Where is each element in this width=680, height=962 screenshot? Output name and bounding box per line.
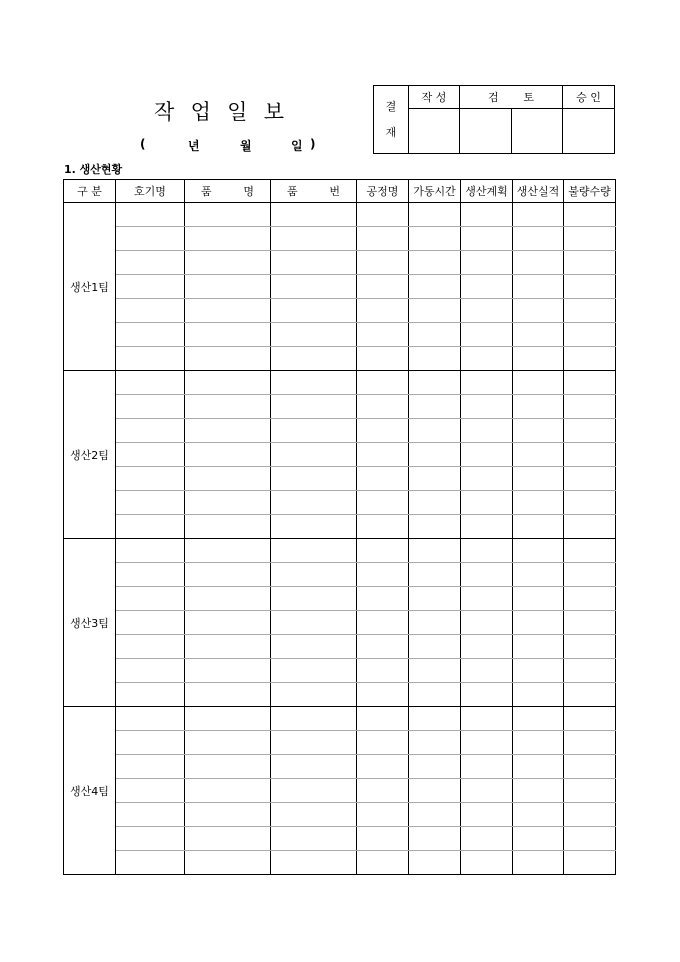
table-cell[interactable]	[461, 539, 513, 563]
table-cell[interactable]	[116, 707, 185, 731]
approval-review-char-1: 검	[488, 91, 499, 104]
table-row	[64, 851, 616, 875]
table-cell[interactable]	[116, 203, 185, 227]
table-cell[interactable]	[564, 827, 616, 851]
table-cell[interactable]	[513, 851, 564, 875]
table-cell[interactable]	[513, 251, 564, 275]
approval-header-review	[460, 86, 563, 109]
table-cell[interactable]	[564, 491, 616, 515]
table-cell[interactable]	[185, 395, 271, 419]
table-cell[interactable]	[564, 803, 616, 827]
table-row	[64, 755, 616, 779]
table-row	[64, 563, 616, 587]
table-row	[64, 683, 616, 707]
table-cell[interactable]	[513, 755, 564, 779]
table-cell[interactable]	[409, 251, 461, 275]
table-row	[64, 539, 616, 563]
table-cell[interactable]	[185, 371, 271, 395]
team-label: 생산1팀	[64, 203, 116, 371]
table-cell[interactable]	[271, 395, 357, 419]
table-cell[interactable]	[357, 227, 409, 251]
table-cell[interactable]	[116, 683, 185, 707]
table-cell[interactable]	[461, 419, 513, 443]
table-cell[interactable]	[185, 635, 271, 659]
table-cell[interactable]	[185, 851, 271, 875]
table-cell[interactable]	[461, 227, 513, 251]
table-cell[interactable]	[513, 587, 564, 611]
table-header-row	[64, 180, 616, 203]
table-cell[interactable]	[564, 779, 616, 803]
table-cell[interactable]	[271, 371, 357, 395]
table-cell[interactable]	[185, 275, 271, 299]
table-cell[interactable]	[409, 395, 461, 419]
table-cell[interactable]	[564, 587, 616, 611]
table-cell[interactable]	[409, 491, 461, 515]
date-open-paren: (	[140, 137, 146, 151]
table-row	[64, 395, 616, 419]
page-title	[154, 96, 284, 126]
table-cell[interactable]	[461, 731, 513, 755]
table-row	[64, 203, 616, 227]
table-cell[interactable]	[185, 707, 271, 731]
table-cell[interactable]	[564, 419, 616, 443]
table-cell[interactable]	[271, 323, 357, 347]
table-row	[64, 803, 616, 827]
table-cell[interactable]	[461, 515, 513, 539]
table-cell[interactable]	[513, 539, 564, 563]
table-cell[interactable]	[116, 515, 185, 539]
table-cell[interactable]	[409, 323, 461, 347]
table-cell[interactable]	[409, 515, 461, 539]
table-cell[interactable]	[513, 683, 564, 707]
table-cell[interactable]	[513, 467, 564, 491]
table-cell[interactable]	[185, 755, 271, 779]
table-cell[interactable]	[185, 731, 271, 755]
table-cell[interactable]	[357, 371, 409, 395]
table-cell[interactable]	[357, 707, 409, 731]
table-cell[interactable]	[461, 611, 513, 635]
date-day-label: 일	[291, 139, 303, 153]
table-cell[interactable]	[116, 227, 185, 251]
table-cell[interactable]	[461, 803, 513, 827]
table-cell[interactable]	[513, 803, 564, 827]
table-cell[interactable]	[357, 755, 409, 779]
table-cell[interactable]	[564, 539, 616, 563]
production-table	[63, 179, 616, 875]
table-cell[interactable]	[564, 299, 616, 323]
table-cell[interactable]	[513, 515, 564, 539]
title-char: 업	[190, 100, 211, 124]
table-cell[interactable]	[357, 659, 409, 683]
approval-sign-cell[interactable]	[512, 109, 563, 154]
table-row	[64, 299, 616, 323]
table-cell[interactable]	[513, 395, 564, 419]
table-cell[interactable]	[116, 611, 185, 635]
table-cell[interactable]	[185, 443, 271, 467]
team-label: 생산3팀	[64, 539, 116, 707]
table-cell[interactable]	[513, 347, 564, 371]
table-cell[interactable]	[564, 275, 616, 299]
table-cell[interactable]	[116, 419, 185, 443]
table-cell[interactable]	[513, 299, 564, 323]
table-cell[interactable]	[461, 659, 513, 683]
team-label: 생산4팀	[64, 707, 116, 875]
table-cell[interactable]	[116, 299, 185, 323]
table-cell[interactable]	[271, 731, 357, 755]
table-cell[interactable]	[409, 203, 461, 227]
table-cell[interactable]	[271, 419, 357, 443]
table-cell[interactable]	[409, 563, 461, 587]
table-cell[interactable]	[513, 707, 564, 731]
approval-sign-cell[interactable]	[563, 109, 615, 154]
table-cell[interactable]	[461, 347, 513, 371]
table-row	[64, 467, 616, 491]
table-cell[interactable]	[185, 803, 271, 827]
table-cell[interactable]	[116, 779, 185, 803]
table-cell[interactable]	[357, 347, 409, 371]
approval-sign-cell[interactable]	[409, 109, 460, 154]
table-cell[interactable]	[116, 587, 185, 611]
title-char: 작	[154, 100, 175, 124]
approval-side-label	[374, 86, 409, 154]
table-cell[interactable]	[185, 323, 271, 347]
table-cell[interactable]	[116, 851, 185, 875]
table-cell[interactable]	[116, 443, 185, 467]
date-year-label: 년	[188, 139, 200, 153]
table-cell[interactable]	[185, 539, 271, 563]
table-cell[interactable]	[271, 611, 357, 635]
table-cell[interactable]	[357, 731, 409, 755]
column-header: 구 분	[64, 180, 116, 203]
table-cell[interactable]	[513, 419, 564, 443]
table-cell[interactable]	[513, 731, 564, 755]
table-cell[interactable]	[271, 203, 357, 227]
table-cell[interactable]	[564, 611, 616, 635]
team-label: 생산2팀	[64, 371, 116, 539]
table-cell[interactable]	[357, 443, 409, 467]
table-cell[interactable]	[513, 635, 564, 659]
table-cell[interactable]	[357, 611, 409, 635]
table-cell[interactable]	[357, 203, 409, 227]
date-line	[140, 137, 320, 153]
table-cell[interactable]	[409, 443, 461, 467]
table-cell[interactable]	[564, 227, 616, 251]
table-cell[interactable]	[461, 827, 513, 851]
table-cell[interactable]	[357, 299, 409, 323]
table-row	[64, 827, 616, 851]
table-cell[interactable]	[461, 755, 513, 779]
table-cell[interactable]	[185, 779, 271, 803]
table-cell[interactable]	[271, 347, 357, 371]
table-cell[interactable]	[271, 827, 357, 851]
table-cell[interactable]	[461, 635, 513, 659]
table-cell[interactable]	[116, 275, 185, 299]
table-cell[interactable]	[409, 803, 461, 827]
approval-sign-cell[interactable]	[460, 109, 512, 154]
table-cell[interactable]	[461, 491, 513, 515]
table-cell[interactable]	[116, 731, 185, 755]
table-cell[interactable]	[185, 515, 271, 539]
table-cell[interactable]	[461, 203, 513, 227]
table-row	[64, 251, 616, 275]
table-cell[interactable]	[564, 371, 616, 395]
table-row	[64, 323, 616, 347]
table-row	[64, 371, 616, 395]
table-cell[interactable]	[461, 779, 513, 803]
table-cell[interactable]	[513, 491, 564, 515]
table-cell[interactable]	[357, 467, 409, 491]
table-cell[interactable]	[564, 347, 616, 371]
table-cell[interactable]	[461, 323, 513, 347]
table-row	[64, 707, 616, 731]
table-cell[interactable]	[564, 515, 616, 539]
column-header: 품 번	[271, 180, 357, 203]
table-cell[interactable]	[357, 851, 409, 875]
table-cell[interactable]	[409, 683, 461, 707]
table-cell[interactable]	[513, 659, 564, 683]
table-cell[interactable]	[409, 827, 461, 851]
table-cell[interactable]	[357, 827, 409, 851]
table-cell[interactable]	[116, 395, 185, 419]
table-cell[interactable]	[357, 635, 409, 659]
table-cell[interactable]	[185, 827, 271, 851]
column-header: 공정명	[357, 180, 409, 203]
table-cell[interactable]	[564, 251, 616, 275]
table-cell[interactable]	[185, 299, 271, 323]
table-cell[interactable]	[409, 371, 461, 395]
table-row	[64, 227, 616, 251]
table-cell[interactable]	[513, 371, 564, 395]
section-title: 1. 생산현황	[64, 163, 123, 176]
table-cell[interactable]	[461, 395, 513, 419]
column-header: 불량수량	[564, 180, 616, 203]
table-row	[64, 275, 616, 299]
table-cell[interactable]	[185, 467, 271, 491]
table-cell[interactable]	[116, 347, 185, 371]
column-header: 가동시간	[409, 180, 461, 203]
table-cell[interactable]	[116, 563, 185, 587]
date-close-paren: )	[310, 137, 316, 151]
title-char: 보	[263, 100, 284, 124]
table-cell[interactable]	[185, 227, 271, 251]
table-cell[interactable]	[116, 803, 185, 827]
table-row	[64, 443, 616, 467]
approval-side-char: 재	[385, 125, 397, 139]
table-cell[interactable]	[271, 635, 357, 659]
table-cell[interactable]	[116, 755, 185, 779]
table-cell[interactable]	[409, 755, 461, 779]
table-cell[interactable]	[357, 515, 409, 539]
table-cell[interactable]	[271, 299, 357, 323]
table-cell[interactable]	[271, 251, 357, 275]
table-cell[interactable]	[271, 755, 357, 779]
column-header: 호기명	[116, 180, 185, 203]
table-cell[interactable]	[409, 275, 461, 299]
table-cell[interactable]	[357, 587, 409, 611]
table-cell[interactable]	[461, 707, 513, 731]
table-cell[interactable]	[185, 419, 271, 443]
approval-header-author: 작 성	[409, 86, 460, 109]
date-month-label: 월	[240, 139, 252, 153]
table-cell[interactable]	[564, 659, 616, 683]
table-cell[interactable]	[357, 779, 409, 803]
table-cell[interactable]	[461, 275, 513, 299]
table-cell[interactable]	[185, 659, 271, 683]
table-cell[interactable]	[513, 563, 564, 587]
table-cell[interactable]	[409, 467, 461, 491]
table-cell[interactable]	[409, 299, 461, 323]
approval-box	[373, 85, 615, 154]
table-cell[interactable]	[271, 443, 357, 467]
table-cell[interactable]	[564, 683, 616, 707]
table-cell[interactable]	[271, 491, 357, 515]
table-cell[interactable]	[564, 635, 616, 659]
table-cell[interactable]	[461, 851, 513, 875]
table-row	[64, 779, 616, 803]
table-cell[interactable]	[271, 779, 357, 803]
table-cell[interactable]	[271, 563, 357, 587]
table-cell[interactable]	[185, 347, 271, 371]
table-cell[interactable]	[513, 323, 564, 347]
table-cell[interactable]	[271, 539, 357, 563]
table-cell[interactable]	[185, 611, 271, 635]
table-cell[interactable]	[116, 371, 185, 395]
table-body	[64, 203, 616, 875]
table-cell[interactable]	[564, 851, 616, 875]
table-cell[interactable]	[357, 491, 409, 515]
table-cell[interactable]	[116, 251, 185, 275]
title-char: 일	[227, 100, 248, 124]
table-cell[interactable]	[409, 851, 461, 875]
table-cell[interactable]	[564, 755, 616, 779]
table-cell[interactable]	[185, 203, 271, 227]
table-cell[interactable]	[357, 803, 409, 827]
table-cell[interactable]	[271, 275, 357, 299]
table-row	[64, 731, 616, 755]
table-cell[interactable]	[564, 203, 616, 227]
table-cell[interactable]	[185, 251, 271, 275]
table-cell[interactable]	[409, 347, 461, 371]
table-cell[interactable]	[116, 491, 185, 515]
table-cell[interactable]	[185, 587, 271, 611]
table-row	[64, 659, 616, 683]
column-header: 품 명	[185, 180, 271, 203]
table-cell[interactable]	[461, 587, 513, 611]
table-cell[interactable]	[409, 731, 461, 755]
table-cell[interactable]	[409, 539, 461, 563]
table-cell[interactable]	[513, 611, 564, 635]
table-cell[interactable]	[409, 419, 461, 443]
table-cell[interactable]	[461, 683, 513, 707]
column-header: 생산실적	[513, 180, 564, 203]
table-cell[interactable]	[461, 563, 513, 587]
table-cell[interactable]	[513, 203, 564, 227]
table-cell[interactable]	[357, 539, 409, 563]
table-cell[interactable]	[357, 563, 409, 587]
table-cell[interactable]	[116, 467, 185, 491]
table-cell[interactable]	[461, 251, 513, 275]
table-cell[interactable]	[357, 251, 409, 275]
table-cell[interactable]	[564, 731, 616, 755]
table-cell[interactable]	[461, 443, 513, 467]
table-cell[interactable]	[564, 443, 616, 467]
table-cell[interactable]	[357, 683, 409, 707]
column-header: 생산계획	[461, 180, 513, 203]
table-cell[interactable]	[116, 539, 185, 563]
table-cell[interactable]	[409, 227, 461, 251]
table-row	[64, 419, 616, 443]
table-cell[interactable]	[271, 803, 357, 827]
table-cell[interactable]	[409, 779, 461, 803]
table-cell[interactable]	[357, 395, 409, 419]
table-cell[interactable]	[564, 707, 616, 731]
approval-side-char: 결	[385, 99, 397, 113]
table-cell[interactable]	[461, 299, 513, 323]
table-cell[interactable]	[271, 851, 357, 875]
table-cell[interactable]	[461, 371, 513, 395]
table-cell[interactable]	[513, 275, 564, 299]
table-cell[interactable]	[357, 419, 409, 443]
table-cell[interactable]	[513, 827, 564, 851]
approval-review-char-2: 토	[523, 91, 534, 104]
table-cell[interactable]	[116, 323, 185, 347]
table-cell[interactable]	[409, 635, 461, 659]
table-cell[interactable]	[271, 515, 357, 539]
table-cell[interactable]	[271, 467, 357, 491]
table-cell[interactable]	[271, 587, 357, 611]
table-cell[interactable]	[564, 395, 616, 419]
table-cell[interactable]	[271, 707, 357, 731]
table-cell[interactable]	[564, 323, 616, 347]
table-row	[64, 515, 616, 539]
table-cell[interactable]	[461, 467, 513, 491]
table-row	[64, 491, 616, 515]
table-cell[interactable]	[409, 587, 461, 611]
table-cell[interactable]	[271, 227, 357, 251]
table-cell[interactable]	[513, 227, 564, 251]
table-cell[interactable]	[357, 275, 409, 299]
table-cell[interactable]	[116, 827, 185, 851]
table-cell[interactable]	[564, 467, 616, 491]
table-cell[interactable]	[564, 563, 616, 587]
table-cell[interactable]	[116, 659, 185, 683]
table-row	[64, 347, 616, 371]
table-cell[interactable]	[116, 635, 185, 659]
table-cell[interactable]	[513, 779, 564, 803]
table-cell[interactable]	[185, 491, 271, 515]
table-cell[interactable]	[357, 323, 409, 347]
approval-header-approve: 승 인	[563, 86, 615, 109]
table-cell[interactable]	[271, 659, 357, 683]
table-cell[interactable]	[513, 443, 564, 467]
table-cell[interactable]	[409, 707, 461, 731]
table-cell[interactable]	[185, 683, 271, 707]
table-cell[interactable]	[409, 659, 461, 683]
table-cell[interactable]	[271, 683, 357, 707]
table-cell[interactable]	[185, 563, 271, 587]
table-row	[64, 635, 616, 659]
table-cell[interactable]	[409, 611, 461, 635]
table-row	[64, 587, 616, 611]
table-row	[64, 611, 616, 635]
